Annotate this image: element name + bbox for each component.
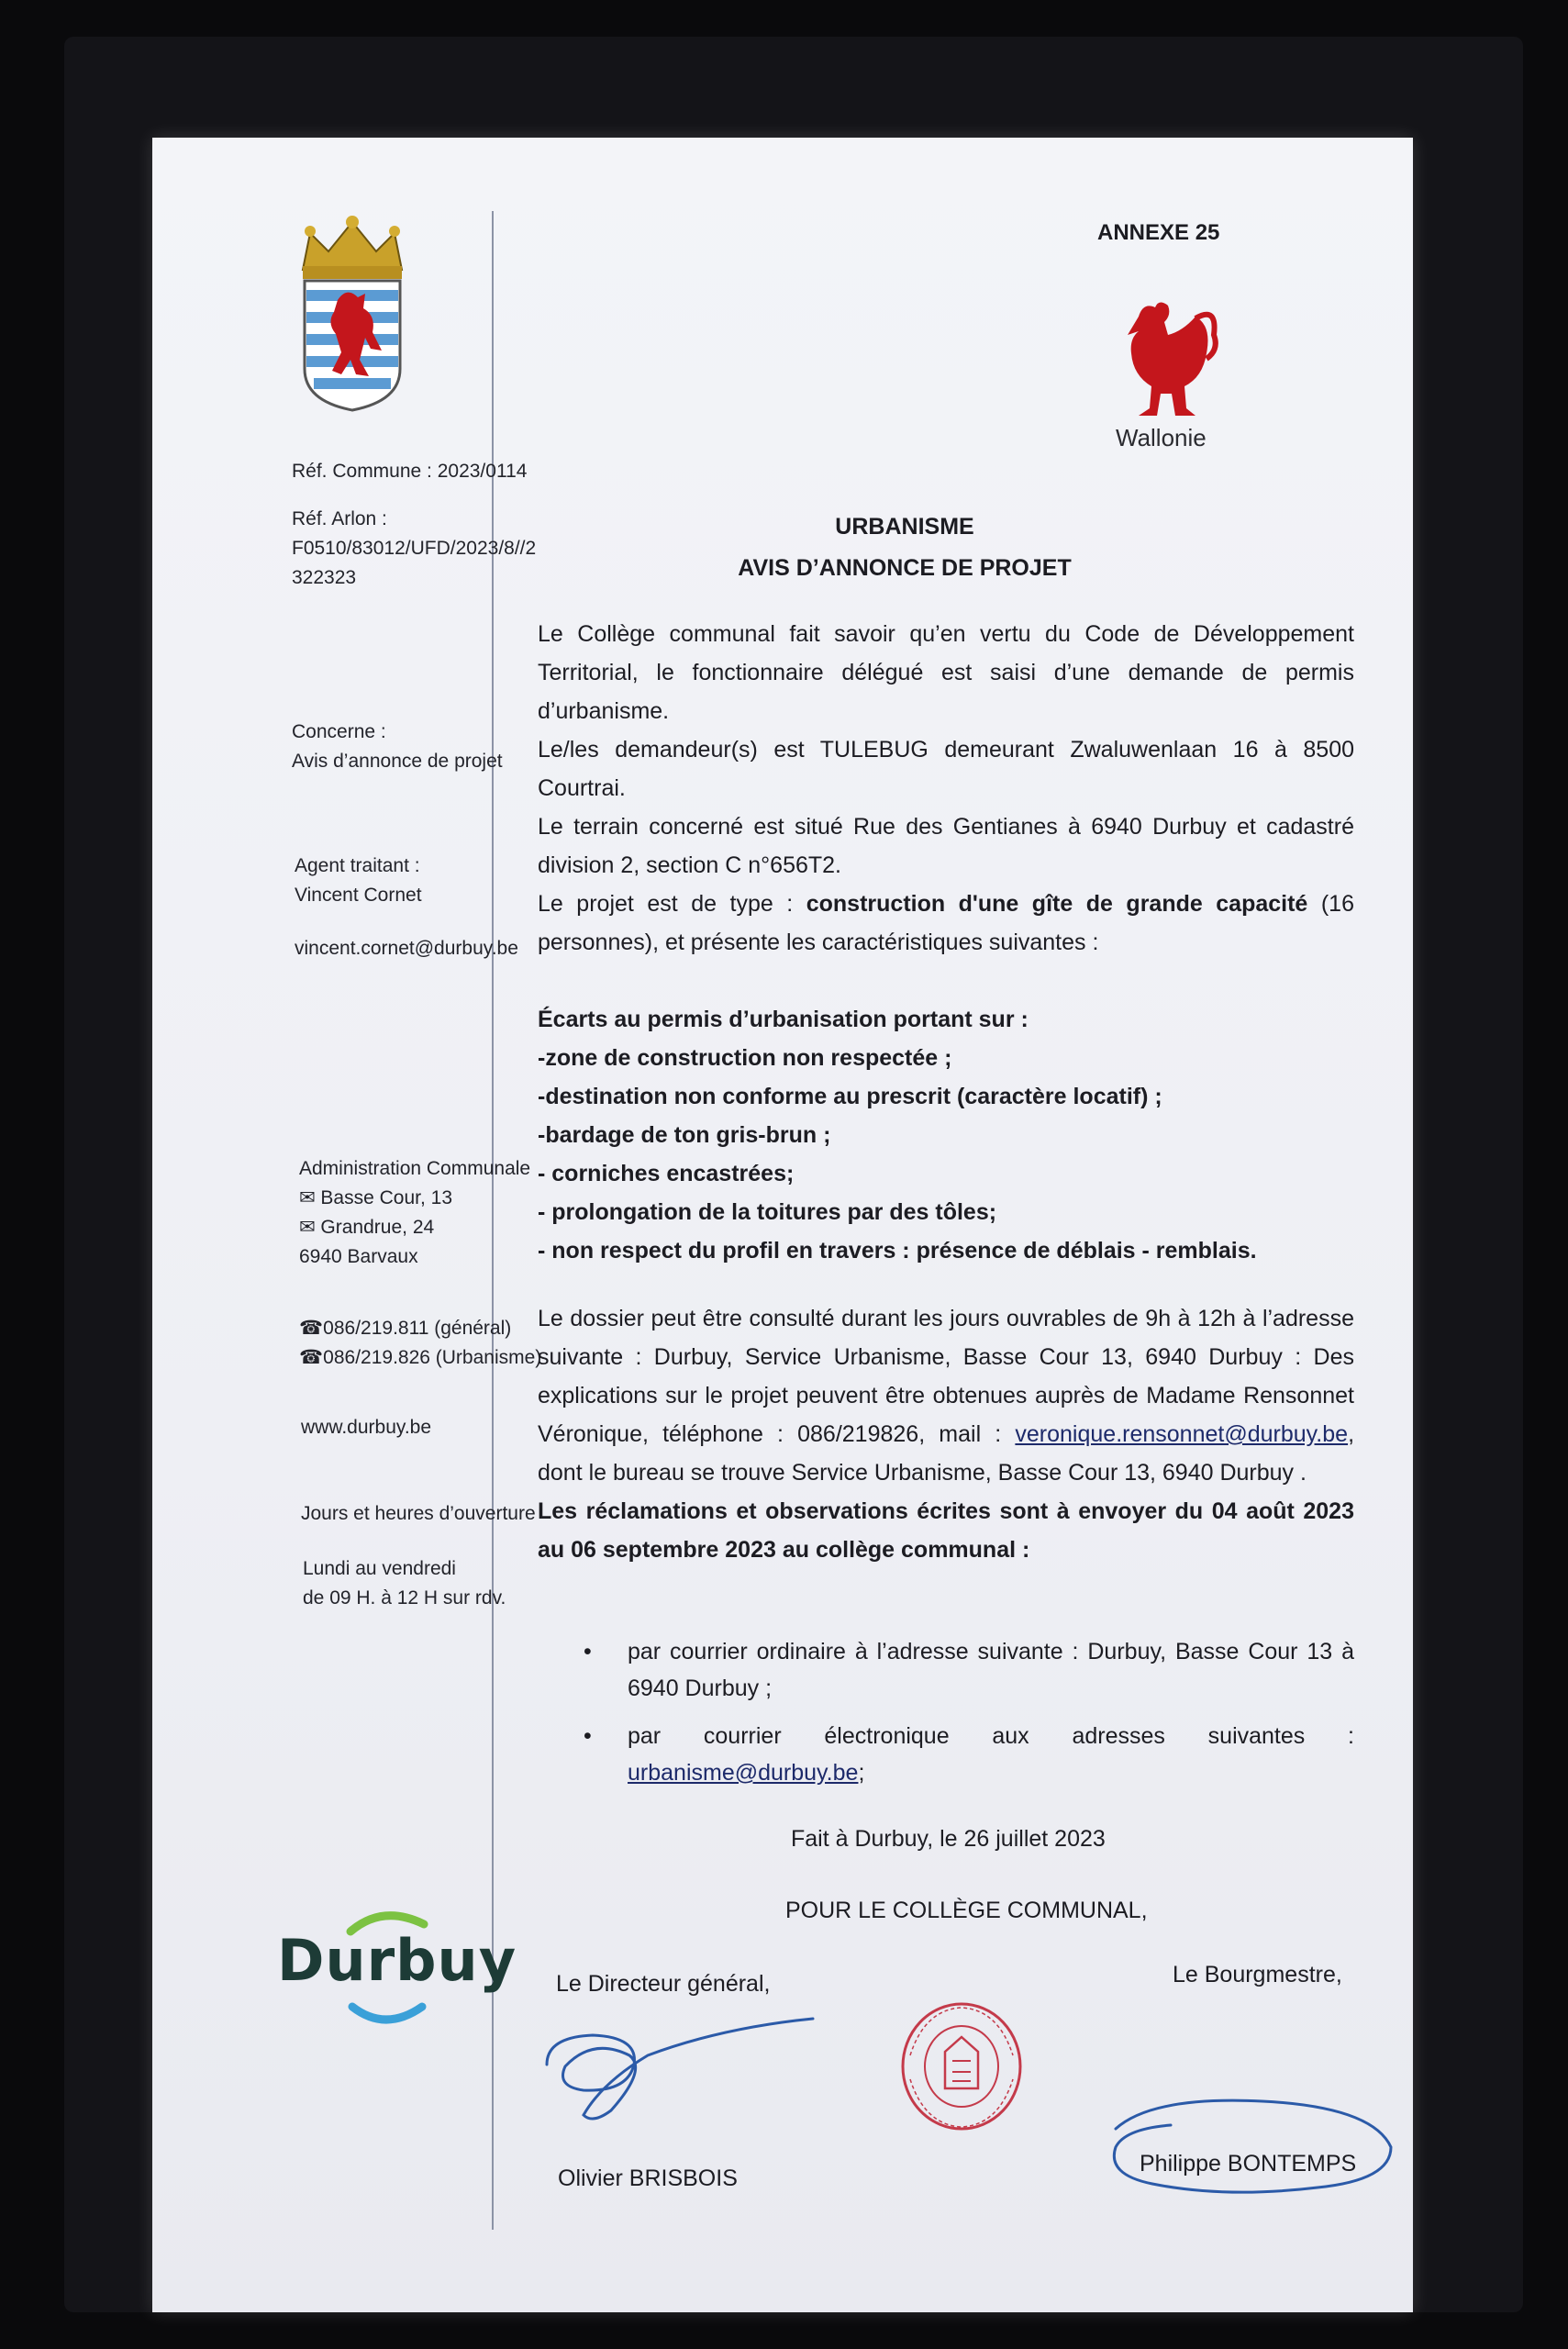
- wallonie-rooster-icon: [1111, 298, 1221, 427]
- projet-intro: Le projet est de type :: [538, 891, 806, 917]
- ref-arlon-label: Réf. Arlon :: [292, 508, 387, 529]
- doc-title-urbanisme: URBANISME: [835, 514, 974, 540]
- hours-line1: Lundi au vendredi: [303, 1558, 456, 1579]
- paragraph-terrain: Le terrain concerné est situé Rue des Gentianes à 6940 Durbuy et cadastré division 2, section C n°656T2.: [538, 814, 1354, 878]
- durbuy-logo-text: Durbuy: [277, 1927, 517, 1994]
- veronique-email-link[interactable]: veronique.rensonnet@durbuy.be: [1015, 1421, 1349, 1447]
- agent-email: vincent.cornet@durbuy.be: [295, 938, 518, 959]
- bullet-courrier: • par courrier ordinaire à l’adresse suivante : Durbuy, Basse Cour 13 à 6940 Durbuy ;: [584, 1633, 1354, 1707]
- ecart-item: -destination non conforme au prescrit (caractère locatif) ;: [538, 1084, 1162, 1109]
- bourgmestre-name: Philippe BONTEMPS: [1140, 2151, 1357, 2176]
- ref-commune: Réf. Commune : 2023/0114: [292, 461, 528, 482]
- projet-type: construction d'une gîte de grande capacité: [806, 891, 1308, 917]
- address-line3: 6940 Barvaux: [299, 1246, 418, 1267]
- dossier-text: Le dossier peut être consulté durant les jours ouvrables de 9h à 12h à l’adresse suivante : Durbuy, Service Urbanisme, Basse Cour 13, 6940 Durbuy : Des explications sur le projet peuvent être obtenues auprès de Madame Rensonnet Véronique, téléphone : 086/219826, mail :: [538, 1306, 1354, 1447]
- concerne-label: Concerne :: [292, 721, 386, 742]
- projet-end: (16 personnes), et présente les caractéristiques suivantes :: [538, 891, 1354, 955]
- bullet-list: [584, 1633, 1354, 1802]
- ecart-item: - non respect du profil en travers : présence de déblais - remblais.: [538, 1238, 1257, 1264]
- doc-title-avis: AVIS D’ANNONCE DE PROJET: [738, 555, 1072, 581]
- wallonie-label: Wallonie: [1116, 424, 1207, 451]
- ref-arlon-line1: F0510/83012/UFD/2023/8//2: [292, 538, 537, 559]
- commune-seal-icon: [897, 2000, 1026, 2133]
- hours-label: Jours et heures d’ouverture: [301, 1503, 536, 1524]
- phone-urbanisme: ☎086/219.826 (Urbanisme): [299, 1347, 542, 1368]
- bullet-end: ;: [858, 1760, 865, 1786]
- admin-title: Administration Communale: [299, 1158, 531, 1179]
- directeur-label: Le Directeur général,: [556, 1971, 771, 1997]
- paragraph-reclamations: Les réclamations et observations écrites sont à envoyer du 04 août 2023 au 06 septembre 2023 au collège communal :: [538, 1498, 1354, 1563]
- agent-name: Vincent Cornet: [295, 885, 422, 906]
- ecart-item: - prolongation de la toitures par des tôles;: [538, 1199, 997, 1225]
- paragraph-demandeur: Le/les demandeur(s) est TULEBUG demeurant Zwaluwenlaan 16 à 8500 Courtrai.: [538, 737, 1354, 801]
- website-link[interactable]: www.durbuy.be: [301, 1417, 432, 1438]
- main-body: [538, 615, 1354, 1569]
- agent-label: Agent traitant :: [295, 855, 420, 876]
- ecart-item: -zone de construction non respectée ;: [538, 1045, 952, 1071]
- address-line1: ✉ Basse Cour, 13: [299, 1187, 453, 1208]
- concerne-value: Avis d’annonce de projet: [292, 751, 503, 772]
- fait-a-durbuy: Fait à Durbuy, le 26 juillet 2023: [791, 1826, 1106, 1852]
- annexe-label: ANNEXE 25: [1097, 220, 1220, 245]
- bullet-electronique: [584, 1718, 1354, 1791]
- phone-general: ☎086/219.811 (général): [299, 1318, 512, 1339]
- bourgmestre-label: Le Bourgmestre,: [1173, 1962, 1342, 1987]
- dossier-end: , dont le bureau se trouve Service Urbanisme, Basse Cour 13, 6940 Durbuy .: [538, 1421, 1355, 1486]
- paragraph-projet: [538, 885, 1354, 962]
- ecart-item: - corniches encastrées;: [538, 1161, 795, 1186]
- directeur-signature-icon: [538, 2000, 831, 2129]
- paragraph-code: Le Collège communal fait savoir qu’en vertu du Code de Développement Territorial, le fonctionnaire délégué est saisi d’une demande de permis d’urbanisme.: [538, 621, 1354, 724]
- ecart-item: -bardage de ton gris-brun ;: [538, 1122, 831, 1148]
- hours-line2: de 09 H. à 12 H sur rdv.: [303, 1587, 506, 1609]
- address-line2: ✉ Grandrue, 24: [299, 1217, 435, 1238]
- coat-of-arms-icon: [292, 213, 413, 415]
- ecarts-title: Écarts au permis d’urbanisation portant sur :: [538, 1007, 1029, 1032]
- paragraph-dossier: [538, 1299, 1354, 1492]
- urbanisme-email-link[interactable]: urbanisme@durbuy.be: [628, 1760, 859, 1786]
- document-page: [152, 138, 1413, 2312]
- directeur-name: Olivier BRISBOIS: [558, 2165, 738, 2191]
- pour-le-college: POUR LE COLLÈGE COMMUNAL,: [785, 1898, 1148, 1923]
- ref-arlon-line2: 322323: [292, 567, 357, 588]
- bullet-electronique-text: par courrier électronique aux adresses suivantes :: [628, 1723, 1354, 1749]
